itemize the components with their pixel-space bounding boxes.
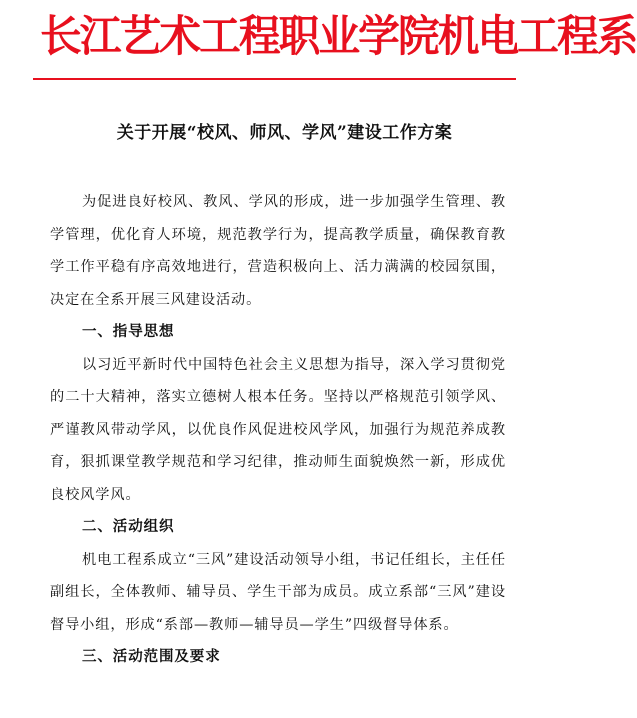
section-paragraph-guiding-ideology: 以习近平新时代中国特色社会主义思想为指导，深入学习贯彻党的二十大精神，落实立德树人根本任务。坚持以严格规范引领学风、严谨教风带动学风，以优良作风促进校风学风，加强行为规范养成教育，狠抓课堂教学规范和学习纪律，推动师生面貌焕然一新，形成优良校风学风。: [50, 356, 506, 503]
section-paragraph-organization: 机电工程系成立“三风”建设活动领导小组，书记任组长，主任任副组长，全体教师、辅导员、学生干部为成员。成立系部“三风”建设督导小组，形成“系部—教师—辅导员—学生”四级督导体系。: [50, 551, 506, 633]
section-heading-organization: 二、活动组织: [82, 519, 175, 535]
intro-paragraph: 为促进良好校风、教风、学风的形成，进一步加强学生管理、教学管理，优化育人环境，规范教学行为，提高教学质量，确保教育教学工作平稳有序高效地进行，营造积极向上、活力满满的校园氛围，决定在全系开展三风建设活动。: [50, 194, 506, 308]
document-body: [50, 186, 506, 674]
section-heading-scope-requirements: 三、活动范围及要求: [82, 649, 221, 665]
document-title: 关于开展“校风、师风、学风”建设工作方案: [116, 123, 453, 143]
institution-masthead: 长江艺术工程职业学院机电工程系: [40, 12, 637, 62]
section-heading-guiding-ideology: 一、指导思想: [82, 324, 175, 340]
red-header-rule: [33, 78, 516, 80]
